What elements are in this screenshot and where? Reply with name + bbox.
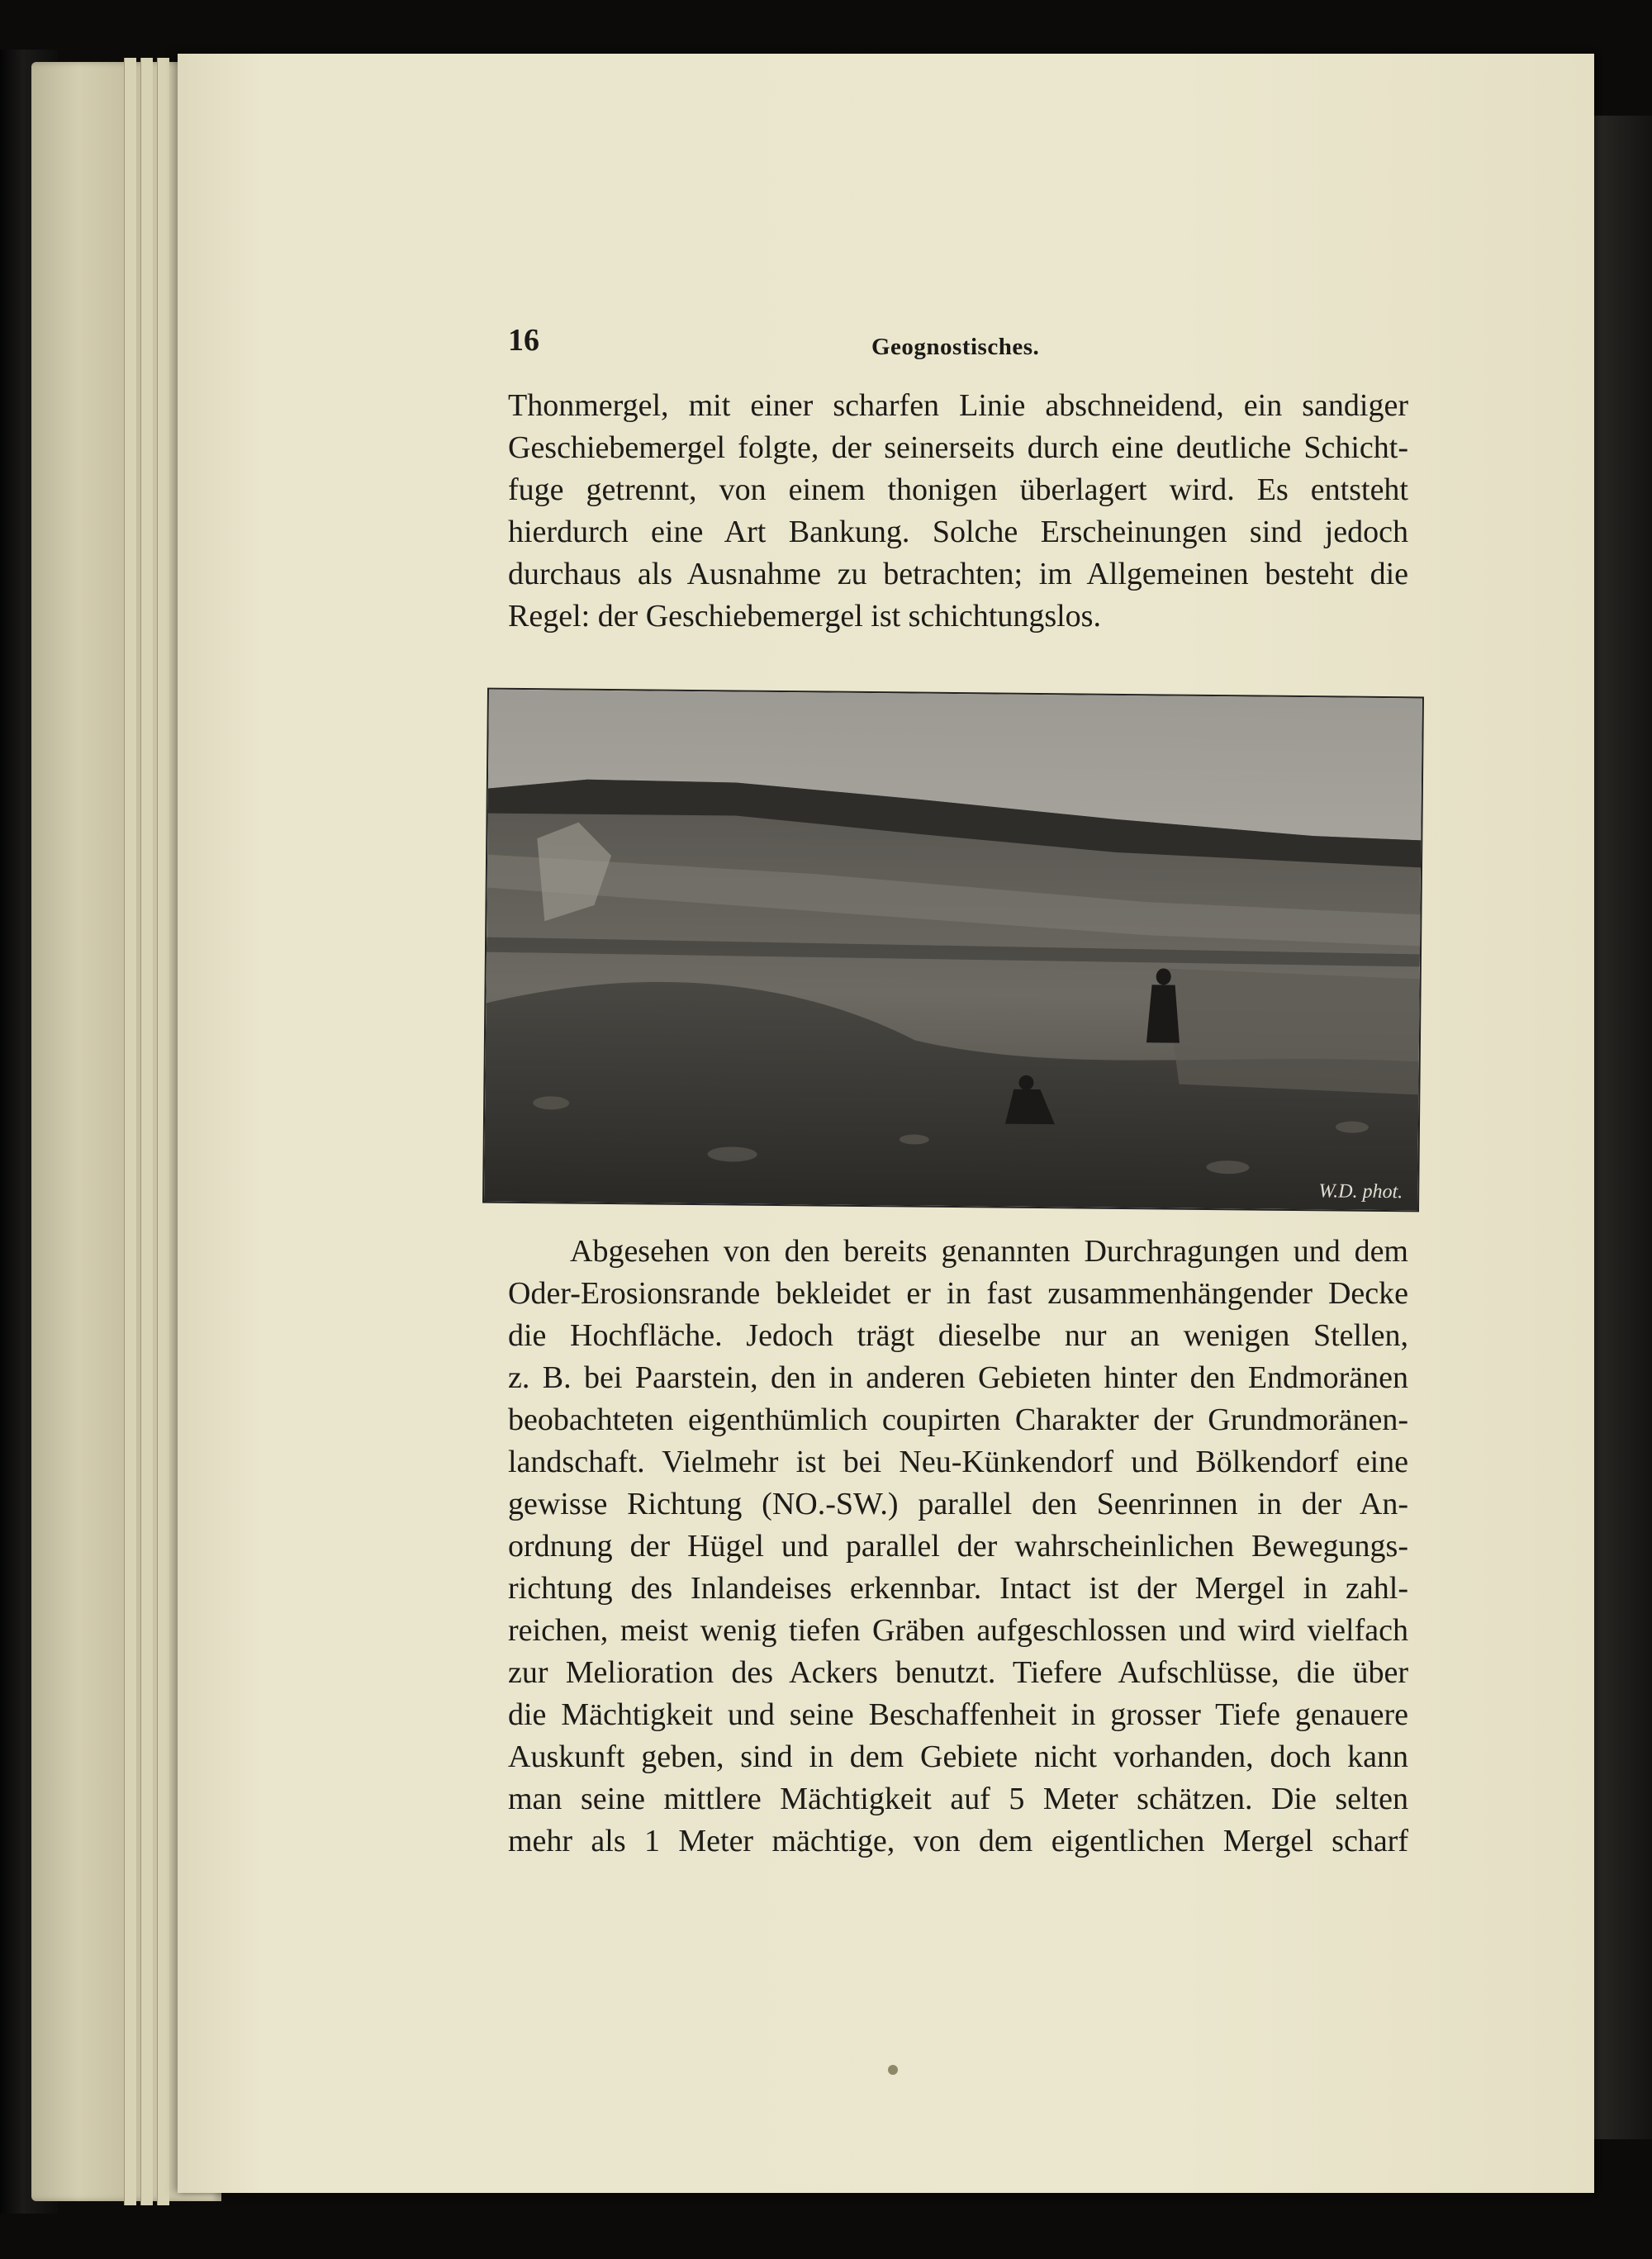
text-line: Geschiebemergel folgte, der seinerseits durch eine deutliche Schicht- (508, 430, 1408, 465)
text-line: ordnung der Hügel und parallel der wahrscheinlichen Bewegungs- (508, 1529, 1408, 1564)
text-line: Thonmergel, mit einer scharfen Linie abschneidend, ein sandiger (508, 388, 1408, 423)
text-line: fuge getrennt, von einem thonigen überlagert wird. Es entsteht (508, 472, 1408, 507)
paragraph-bottom (508, 1231, 1408, 1863)
photograph-image (484, 690, 1422, 1211)
photo-credit: W.D. phot. (1318, 1180, 1403, 1203)
text-line: man seine mittlere Mächtigkeit auf 5 Meter schätzen. Die selten (508, 1782, 1408, 1816)
text-line: die Mächtigkeit und seine Beschaffenheit in grosser Tiefe genauere (508, 1697, 1408, 1732)
text-line: landschaft. Vielmehr ist bei Neu-Künkendorf und Bölkendorf eine (508, 1445, 1408, 1479)
text-line: die Hochfläche. Jedoch trägt dieselbe nur an wenigen Stellen, (508, 1318, 1408, 1353)
text-line: durchaus als Ausnahme zu betrachten; im Allgemeinen besteht die (508, 557, 1408, 591)
text-line: Auskunft geben, sind in dem Gebiete nicht vorhanden, doch kann (508, 1739, 1408, 1774)
page-edge (124, 58, 136, 2205)
page-edge (140, 58, 153, 2205)
book-cover-board (1594, 116, 1652, 2139)
text-line: mehr als 1 Meter mächtige, von dem eigentlichen Mergel scharf (508, 1824, 1408, 1858)
text-line: Abgesehen von den bereits genannten Durchragungen und dem (570, 1234, 1408, 1269)
page-number: 16 (508, 323, 539, 358)
text-line: z. B. bei Paarstein, den in anderen Gebieten hinter den Endmoränen (508, 1360, 1408, 1395)
page-edge (157, 58, 169, 2205)
text-line: beobachteten eigenthümlich coupirten Charakter der Grundmoränen- (508, 1402, 1408, 1437)
page-header (508, 322, 1417, 372)
text-line: reichen, meist wenig tiefen Gräben aufgeschlossen und wird vielfach (508, 1613, 1408, 1648)
text-line: hierdurch eine Art Bankung. Solche Erscheinungen sind jedoch (508, 515, 1408, 549)
paper-speck (888, 2065, 898, 2075)
text-line: gewisse Richtung (NO.-SW.) parallel den Seenrinnen in der An- (508, 1487, 1408, 1521)
paragraph-top (508, 385, 1408, 638)
running-head: Geognostisches. (871, 334, 1040, 360)
text-line: richtung des Inlandeises erkennbar. Intact ist der Mergel in zahl- (508, 1571, 1408, 1606)
text-line: zur Melioration des Ackers benutzt. Tiefere Aufschlüsse, die über (508, 1655, 1408, 1690)
text-line: Oder-Erosionsrande bekleidet er in fast zusammenhängender Decke (508, 1276, 1408, 1311)
photograph-marl-pit (482, 688, 1424, 1213)
text-line: Regel: der Geschiebemergel ist schichtungslos. (508, 599, 1101, 634)
